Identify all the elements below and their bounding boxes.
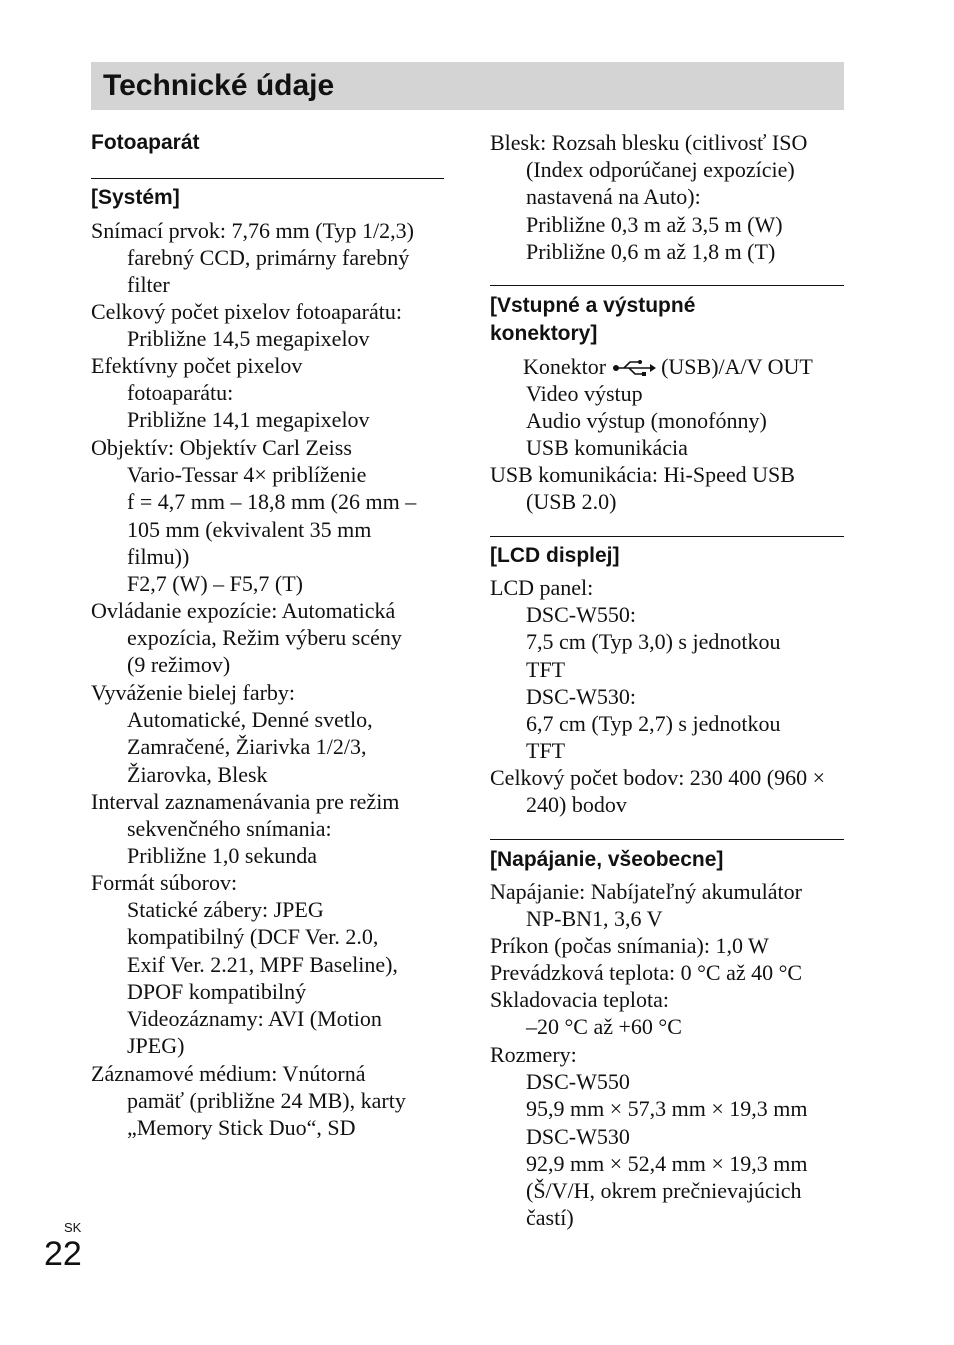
spec-line: 92,9 mm × 52,4 mm × 19,3 mm: [526, 1150, 808, 1176]
divider: [91, 178, 444, 179]
divider: [490, 536, 844, 537]
spec-line: pamäť (približne 24 MB), karty: [127, 1088, 406, 1114]
spec-line: USB komunikácia: Hi-Speed USB: [490, 462, 795, 487]
divider: [490, 285, 844, 286]
spec-item: [91, 869, 444, 1059]
spec-line: 240) bodov: [526, 792, 627, 818]
lcd-section-heading: [LCD displej]: [490, 544, 620, 567]
spec-line: (Index odporúčanej expozície): [526, 157, 795, 183]
spec-line: JPEG): [127, 1033, 185, 1059]
spec-line: Formát súborov:: [91, 870, 238, 895]
spec-item: [490, 461, 844, 515]
spec-line: Približne 0,6 m až 1,8 m (T): [526, 238, 776, 264]
spec-line: Statické zábery: JPEG: [127, 897, 324, 923]
spec-item: [91, 217, 444, 299]
spec-line: TFT: [526, 738, 566, 764]
spec-line: filter: [127, 272, 170, 298]
io-line: USB komunikácia: [526, 435, 688, 461]
io-list: [526, 380, 767, 462]
spec-line: Približne 0,3 m až 3,5 m (W): [526, 211, 783, 237]
power-section-heading: [Napájanie, všeobecne]: [490, 848, 724, 871]
spec-item: [490, 574, 844, 764]
spec-line: 6,7 cm (Typ 2,7) s jednotkou: [526, 711, 781, 737]
title-bar: [91, 62, 844, 110]
page-number: 22: [44, 1235, 82, 1273]
spec-line: 7,5 cm (Typ 3,0) s jednotkou: [526, 629, 781, 655]
connector-type: (USB)/A/V OUT: [661, 354, 813, 379]
spec-item: [91, 597, 444, 679]
spec-item: [490, 986, 844, 1040]
spec-line: kompatibilný (DCF Ver. 2.0,: [127, 924, 379, 950]
spec-item: [490, 932, 844, 959]
spec-line: Približne 1,0 sekunda: [127, 843, 318, 869]
spec-line: DSC-W530:: [526, 683, 636, 709]
spec-line: Interval zaznamenávania pre režim: [91, 789, 400, 814]
spec-line: „Memory Stick Duo“, SD: [127, 1115, 356, 1141]
spec-line: Zamračené, Žiarivka 1/2/3,: [127, 734, 367, 760]
spec-line: Ovládanie expozície: Automatická: [91, 598, 396, 623]
spec-line: F2,7 (W) – F5,7 (T): [127, 571, 303, 597]
flash-item: [490, 129, 844, 265]
spec-item: [91, 434, 444, 597]
io-section-heading: [490, 292, 695, 348]
spec-line: Efektívny počet pixelov: [91, 353, 303, 378]
io-line: Video výstup: [526, 381, 643, 406]
spec-line: Žiarovka, Blesk: [127, 761, 268, 787]
divider: [490, 839, 844, 840]
spec-item: [91, 352, 444, 434]
spec-line: LCD panel:: [490, 575, 594, 600]
spec-item: [490, 959, 844, 986]
spec-line: fotoaparátu:: [127, 380, 234, 406]
spec-line: DSC-W550: [526, 1069, 630, 1095]
spec-line: častí): [526, 1205, 574, 1231]
io-heading-line: [Vstupné a výstupné: [490, 294, 696, 317]
spec-line: Záznamové médium: Vnútorná: [91, 1061, 366, 1086]
spec-line: Rozmery:: [490, 1042, 577, 1067]
spec-line: DSC-W530: [526, 1123, 630, 1149]
spec-line: (USB 2.0): [526, 489, 617, 515]
spec-line: 105 mm (ekvivalent 35 mm: [127, 516, 372, 542]
camera-heading: Fotoaparát: [91, 131, 200, 154]
spec-line: Videozáznamy: AVI (Motion: [127, 1006, 382, 1032]
spec-line: Vyváženie bielej farby:: [91, 680, 296, 705]
page-title: Technické údaje: [103, 69, 335, 102]
spec-line: Exif Ver. 2.21, MPF Baseline),: [127, 951, 398, 977]
spec-line: Automatické, Denné svetlo,: [127, 707, 373, 733]
language-code: SK: [64, 1220, 82, 1235]
spec-item: [91, 679, 444, 788]
spec-line: Snímací prvok: 7,76 mm (Typ 1/2,3): [91, 218, 414, 243]
connector-line: [523, 353, 813, 383]
spec-line: DPOF kompatibilný: [127, 978, 307, 1004]
spec-line: farebný CCD, primárny farebný: [127, 245, 410, 271]
usb-icon: [612, 355, 656, 382]
connector-label: Konektor: [523, 354, 607, 379]
spec-line: Celkový počet pixelov fotoaparátu:: [91, 299, 402, 324]
spec-line: Napájanie: Nabíjateľný akumulátor: [490, 879, 802, 904]
spec-item: [490, 878, 844, 932]
io-heading-line: konektory]: [490, 322, 598, 345]
spec-line: Približne 14,5 megapixelov: [127, 326, 370, 352]
spec-item: [490, 764, 844, 818]
spec-item: [91, 788, 444, 870]
io-line: Audio výstup (monofónny): [526, 408, 767, 434]
spec-line: 95,9 mm × 57,3 mm × 19,3 mm: [526, 1096, 808, 1122]
spec-line: expozícia, Režim výberu scény: [127, 625, 402, 651]
spec-line: TFT: [526, 656, 566, 682]
spec-line: Približne 14,1 megapixelov: [127, 407, 370, 433]
system-section-heading: [Systém]: [91, 186, 180, 209]
spec-line: nastavená na Auto):: [526, 184, 701, 210]
spec-item: [91, 298, 444, 352]
spec-line: (9 režimov): [127, 652, 231, 678]
spec-line: –20 °C až +60 °C: [526, 1014, 682, 1040]
spec-line: f = 4,7 mm – 18,8 mm (26 mm –: [127, 489, 417, 515]
spec-line: filmu)): [127, 543, 190, 569]
spec-line: Prevádzková teplota: 0 °C až 40 °C: [490, 960, 803, 985]
spec-line: (Š/V/H, okrem prečnievajúcich: [526, 1178, 802, 1204]
spec-line: Celkový počet bodov: 230 400 (960 ×: [490, 765, 826, 790]
spec-line: Príkon (počas snímania): 1,0 W: [490, 933, 769, 958]
spec-line: Vario-Tessar 4× priblíženie: [127, 462, 367, 488]
spec-line: Skladovacia teplota:: [490, 987, 669, 1012]
spec-item: [490, 1041, 844, 1231]
spec-line: NP-BN1, 3,6 V: [526, 906, 663, 932]
spec-item: [91, 1060, 444, 1142]
spec-line: DSC-W550:: [526, 602, 636, 628]
spec-line: Blesk: Rozsah blesku (citlivosť ISO: [490, 130, 808, 155]
spec-line: sekvenčného snímania:: [127, 816, 332, 842]
spec-line: Objektív: Objektív Carl Zeiss: [91, 435, 352, 460]
